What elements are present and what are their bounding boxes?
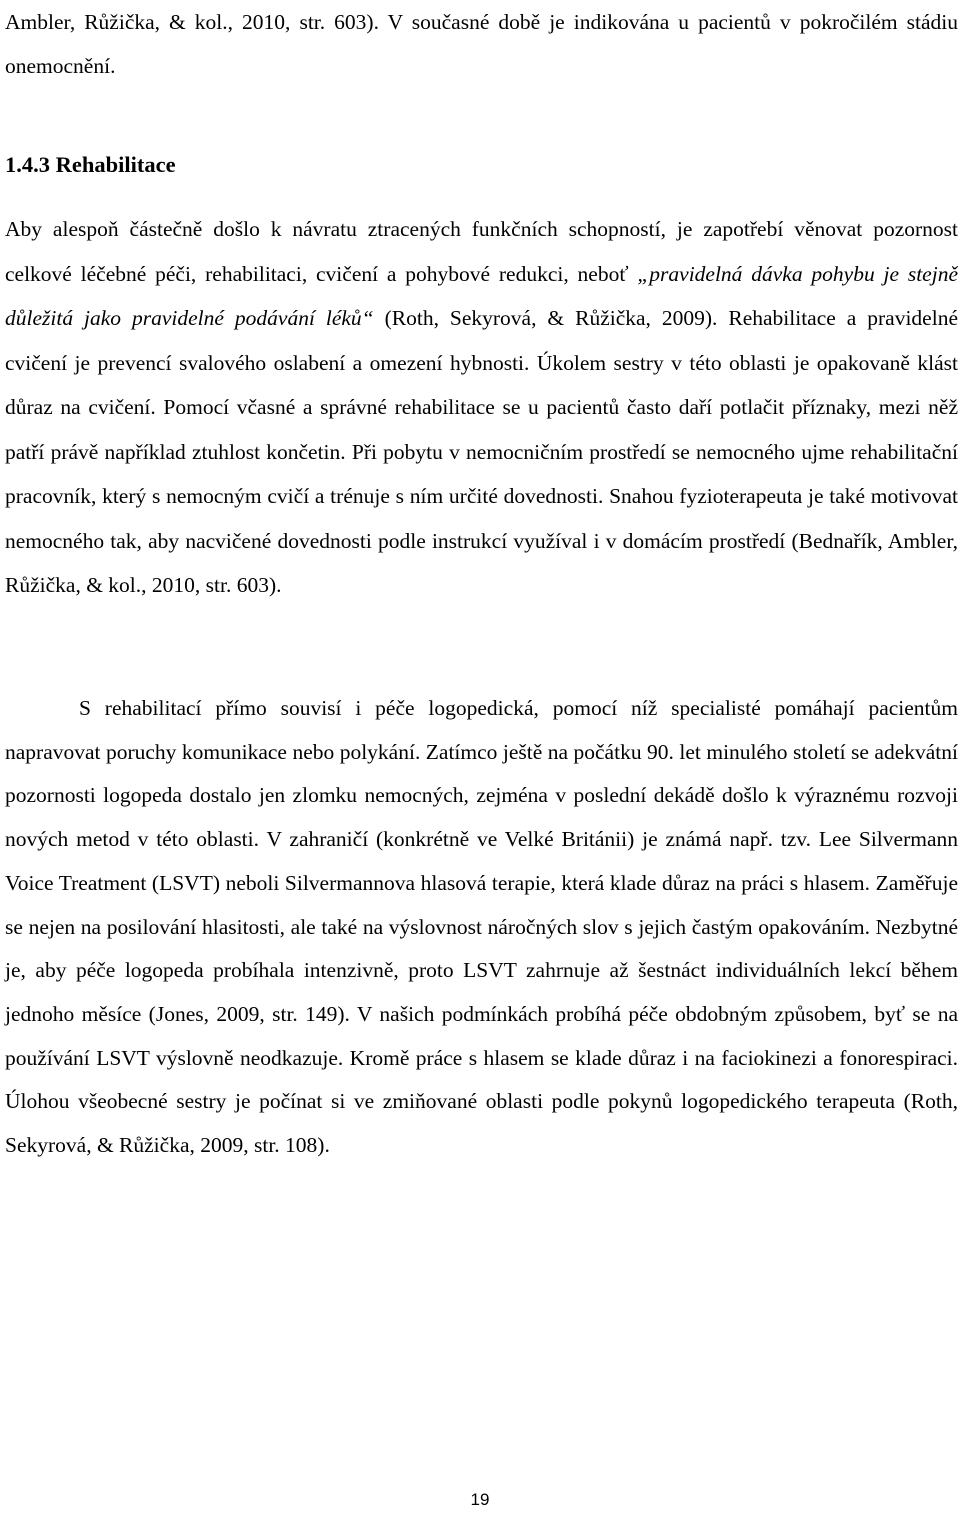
paragraph-1-text-start: Aby alespoň částečně došlo k návratu ztracených funkčních schopností, je zapotřebí věnovat pozornost celkové léčebné péči, rehabilitaci, cvičení a pohybové redukci, neboť bbox=[5, 217, 958, 286]
lead-paragraph: Ambler, Růžička, & kol., 2010, str. 603). V současné době je indikována u pacientů v pokročilém stádiu onemocnění. bbox=[5, 10, 958, 78]
paragraph-1-text-end: (Roth, Sekyrová, & Růžička, 2009). Rehabilitace a pravidelné cvičení je prevencí svalového oslabení a omezení hybnosti. Úkolem sestry v této oblasti je opakovaně klást důraz na cvičení. Pomocí včasné a správné rehabilitace se u pacientů často daří potlačit příznaky, mezi něž patří právě například ztuhlost končetin. Při pobytu v nemocničním prostředí se nemocného ujme rehabilitační pracovník, který s nemocným cvičí a trénuje s ním určité dovednosti. Snahou fyzioterapeuta je také motivovat nemocného tak, aby nacvičené dovednosti podle instrukcí využíval i v domácím prostředí (Bednařík, Ambler, Růžička, & kol., 2010, str. 603). bbox=[5, 306, 958, 597]
italic-quote: „pravidelná dávka pohybu je stejně důležitá jako pravidelné podávání léků“ bbox=[5, 261, 958, 330]
body-paragraph-1 bbox=[5, 207, 958, 608]
page-number: 19 bbox=[470, 1490, 490, 1509]
section-heading: 1.4.3 Rehabilitace bbox=[5, 152, 176, 177]
body-paragraph-2: S rehabilitací přímo souvisí i péče logopedická, pomocí níž specialisté pomáhají pacientům napravovat poruchy komunikace nebo polykání. Zatímco ještě na počátku 90. let minulého století se adekvátní pozornosti logopeda dostalo jen zlomku nemocných, zejména v poslední dekádě došlo k výraznému rozvoji nových metod v této oblasti. V zahraničí (konkrétně ve Velké Británii) je známá např. tzv. Lee Silvermann Voice Treatment (LSVT) neboli Silvermannova hlasová terapie, která klade důraz na práci s hlasem. Zaměřuje se nejen na posilování hlasitosti, ale také na výslovnost náročných slov s jejich častým opakováním. Nezbytné je, aby péče logopeda probíhala intenzivně, proto LSVT zahrnuje až šestnáct individuálních lekcí během jednoho měsíce (Jones, 2009, str. 149). V našich podmínkách probíhá péče obdobným způsobem, byť se na používání LSVT výslovně neodkazuje. Kromě práce s hlasem se klade důraz i na faciokinezi a fonorespiraci. Úlohou všeobecné sestry je počínat si ve zmiňované oblasti podle pokynů logopedického terapeuta (Roth, Sekyrová, & Růžička, 2009, str. 108). bbox=[5, 696, 958, 1158]
